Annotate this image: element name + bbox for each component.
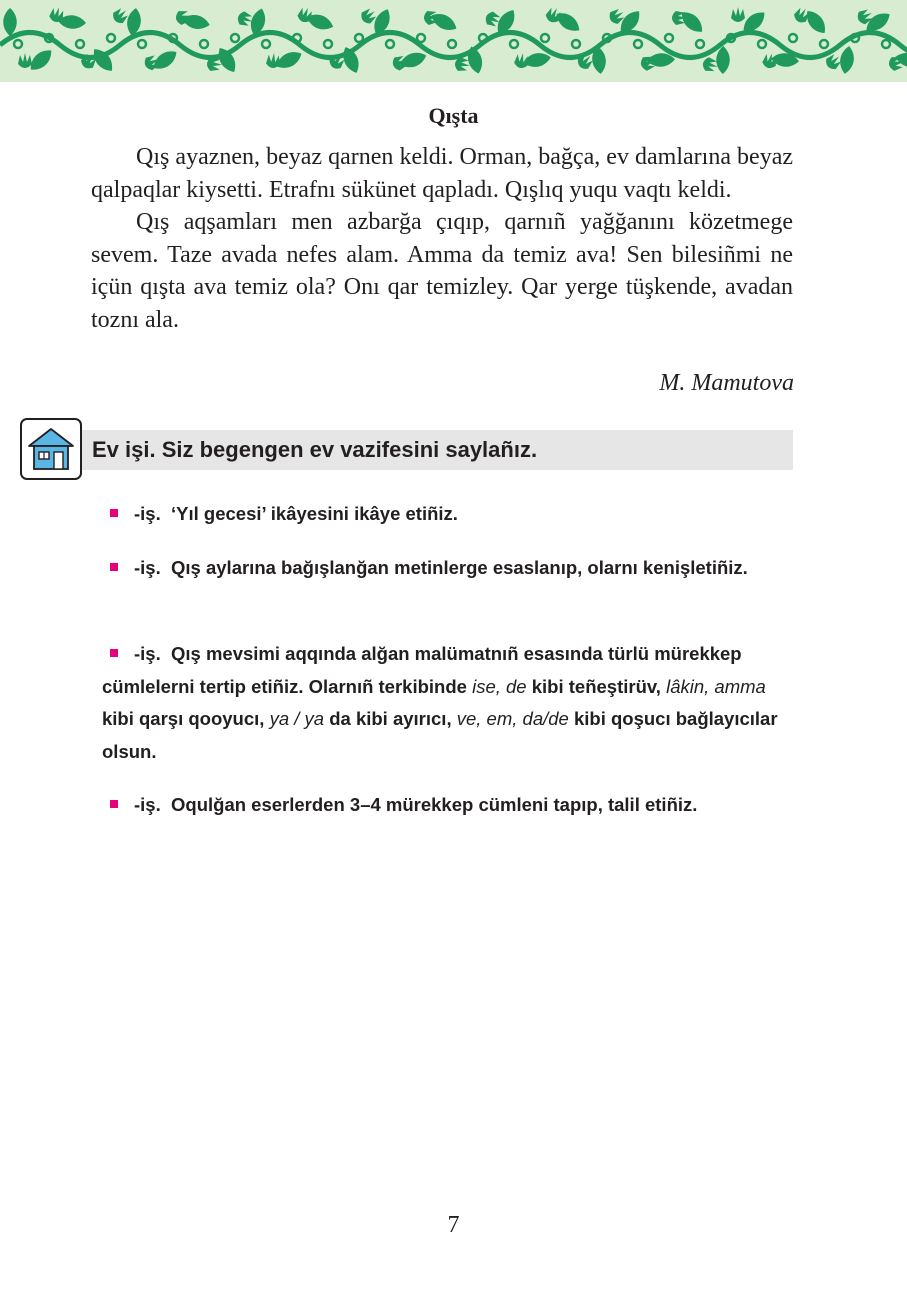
task-label: -iş. xyxy=(134,557,161,578)
task-item-1 xyxy=(102,498,795,531)
task-text: kibi qoşucı bağlayıcılar olsun. xyxy=(102,708,778,762)
task-item-2 xyxy=(102,552,795,585)
bullet-square-icon xyxy=(110,649,118,657)
page-title: Qışta xyxy=(428,103,479,128)
leaf-ornament-icon xyxy=(0,0,907,82)
decorative-leaf-banner xyxy=(0,0,907,82)
homework-title: Ev işi. Siz begengen ev vazifesini saylañız. xyxy=(92,437,538,462)
task-example-italic: ya / ya xyxy=(269,708,325,729)
task-example-italic: ise, de xyxy=(472,675,527,697)
task-text: kibi qarşı qooyucı, xyxy=(102,708,270,729)
task-body xyxy=(171,503,458,524)
bullet-square-icon xyxy=(110,509,118,517)
task-example-italic: lâkin, amma xyxy=(666,675,766,697)
task-body xyxy=(102,643,778,762)
task-text: ‘Yıl gecesi’ ikâyesini ikâye etiñiz. xyxy=(171,503,458,524)
task-text: Qış mevsimi aqqında alğan malümatnıñ esasında türlü mürekkep cümlelerni tertip etiñiz. Olarnıñ terkibinde xyxy=(102,643,742,697)
task-body xyxy=(171,794,697,815)
task-label: -iş. xyxy=(134,503,161,524)
task-text: Qış aylarına bağışlanğan metinlerge esaslanıp, olarnı kenişletiñiz. xyxy=(171,557,748,578)
poem-paragraph-1: Qış ayaznen, beyaz qarnen keldi. Orman, bağça, ev damlarına beyaz qalpaqlar kiysetti. Etrafnı sükünet qapladı. Qışlıq yuqu vaqtı keldi. xyxy=(91,144,793,203)
author-signature: M. Mamutova xyxy=(659,370,794,396)
task-text: kibi teñeştirüv, xyxy=(526,675,667,697)
task-label: -iş. xyxy=(134,643,161,664)
task-label: -iş. xyxy=(134,794,161,815)
bullet-square-icon xyxy=(110,800,118,808)
house-icon xyxy=(20,418,82,480)
task-text: Oqulğan eserlerden 3–4 mürekkep cümleni tapıp, talil etiñiz. xyxy=(171,794,698,815)
poem-text xyxy=(91,141,793,336)
task-item-3 xyxy=(102,638,795,768)
task-item-4 xyxy=(102,789,795,822)
task-example-italic: ve, em, da/de xyxy=(456,708,569,729)
page-number: 7 xyxy=(447,1212,460,1238)
task-body xyxy=(171,557,748,578)
bullet-square-icon xyxy=(110,563,118,571)
poem-paragraph-2: Qış aqşamları men azbarğa çıqıp, qarnıñ yağğanını közetmege sevem. Taze avada nefes alam. Amma da temiz ava! Sen bilesiñmi ne içün qışta ava temiz ola? Onı qar temizley. Qar yerge tüşkende, avadan toznı ala. xyxy=(91,209,793,333)
task-text: da kibi ayırıcı, xyxy=(324,708,457,729)
